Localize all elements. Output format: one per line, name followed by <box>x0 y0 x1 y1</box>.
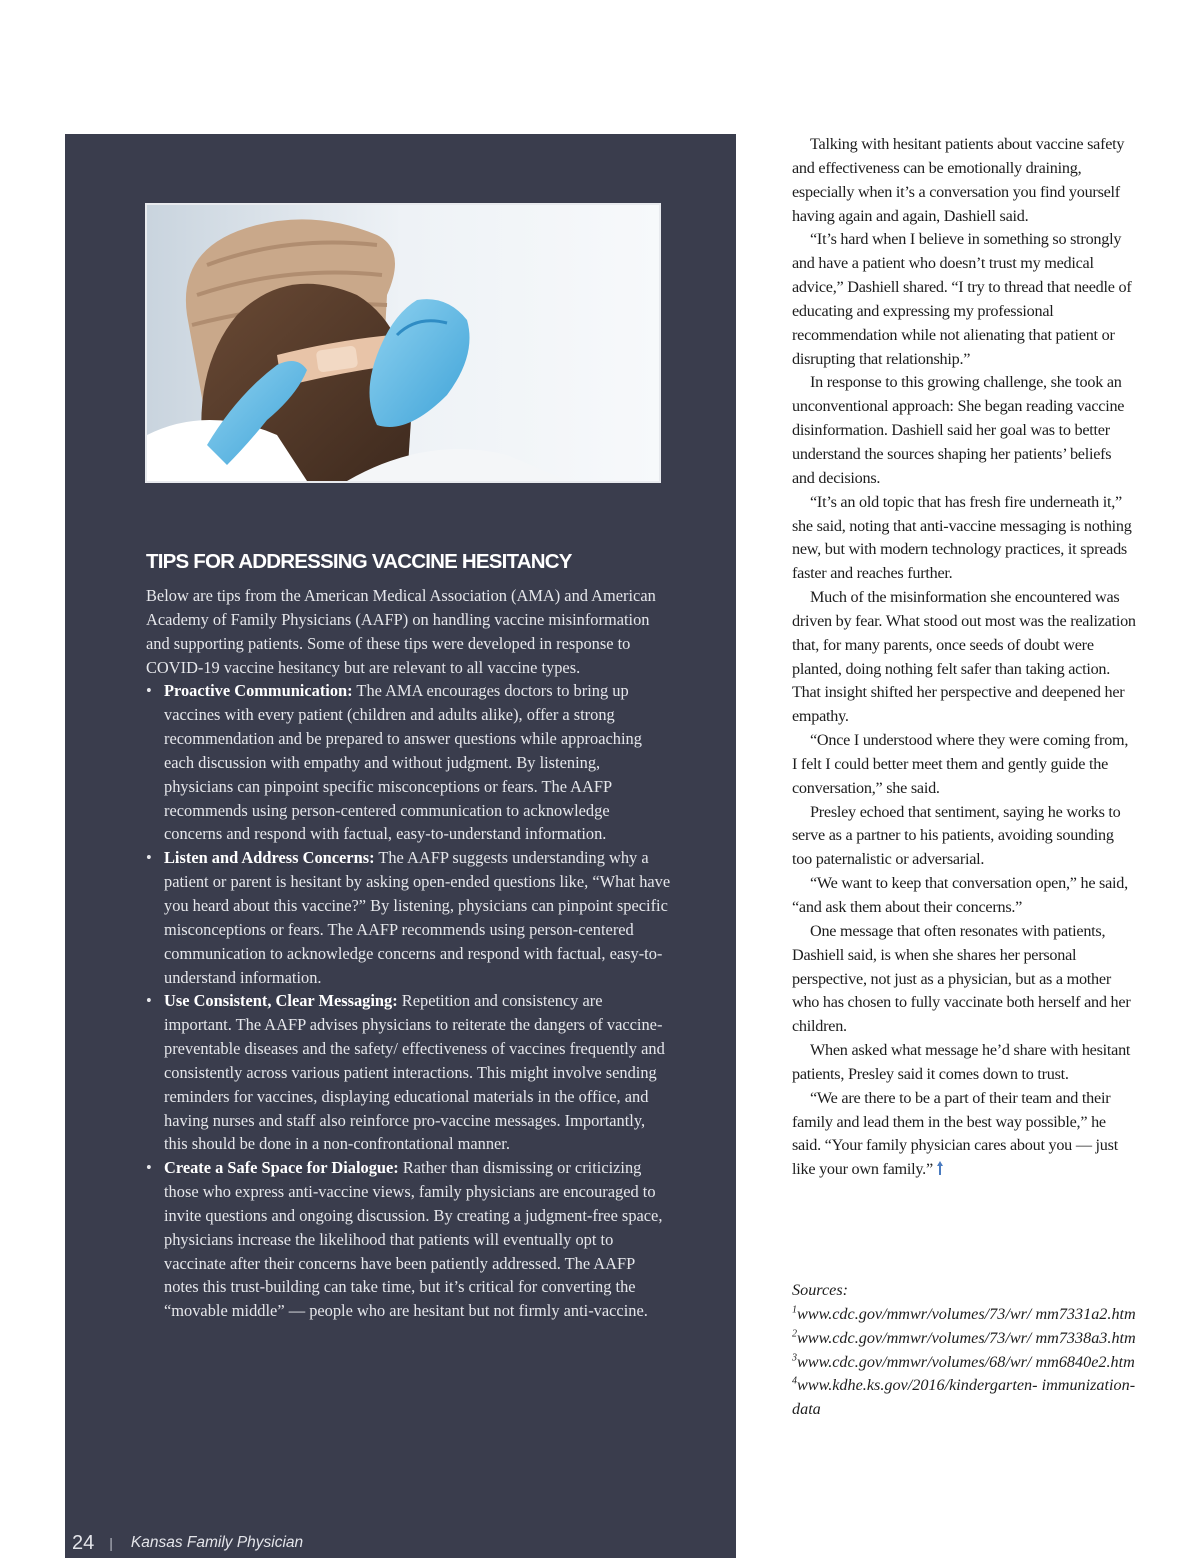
tip-item <box>146 679 671 846</box>
article-paragraph: “We want to keep that conversation open,” he said, “and ask them about their concerns.” <box>792 874 1128 916</box>
article-body <box>792 133 1137 1182</box>
tip-title: Use Consistent, Clear Messaging: <box>164 991 398 1011</box>
source-item <box>792 1303 1137 1327</box>
article-paragraph: Much of the misinformation she encountered was driven by fear. What stood out most was the realization that, for many parents, once seeds of doubt were planted, doing nothing felt safer than taking action. That insight shifted her perspective and deepened her empathy. <box>792 588 1136 726</box>
tips-intro: Below are tips from the American Medical Association (AMA) and American Academy of Family Physicians (AAFP) on handling vaccine misinformation and supporting patients. Some of these tips were developed in response to COVID-19 vaccine hesitancy but are relevant to all vaccine types. <box>146 586 656 677</box>
article-paragraph: “Once I understood where they were coming from, I felt I could better meet them and gently guide the conversation,” she said. <box>792 731 1129 797</box>
source-number: 1 <box>792 1304 797 1316</box>
source-url: www.cdc.gov/mmwr/volumes/73/wr/ mm7331a2.htm <box>797 1304 1136 1323</box>
tip-item <box>146 989 671 1156</box>
source-url: www.cdc.gov/mmwr/volumes/68/wr/ mm6840e2.htm <box>797 1352 1135 1371</box>
sources-label: Sources: <box>792 1281 849 1299</box>
tips-list <box>146 679 671 1323</box>
source-url: www.kdhe.ks.gov/2016/kindergarten- immunization-data <box>792 1376 1136 1419</box>
publication-name: Kansas Family Physician <box>130 1534 304 1551</box>
article-paragraph: One message that often resonates with patients, Dashiell said, is when she shares her personal perspective, not just as a physician, but as a mother who has chosen to fully vaccinate both herself and her children. <box>792 921 1131 1036</box>
source-item <box>792 1327 1137 1351</box>
tip-title: Proactive Communication: <box>164 681 353 701</box>
tip-title: Listen and Address Concerns: <box>164 848 375 868</box>
article-paragraph: “It’s hard when I believe in something so strongly and have a patient who doesn’t trust my medical advice,” Dashiell shared. “I try to thread that needle of educating and expressing my professional recommendation while not alienating that patient or disrupting that relationship.” <box>792 230 1132 368</box>
page-footer <box>72 1530 303 1556</box>
article-paragraph: Talking with hesitant patients about vaccine safety and effectiveness can be emotionally draining, especially when it’s a conversation you find yourself having again and again, Dashiell said. <box>792 135 1125 225</box>
article-paragraph-last <box>792 1087 1137 1182</box>
bullet-icon: • <box>146 1158 152 1178</box>
tips-body <box>146 584 671 1323</box>
article-paragraph: “It’s an old topic that has fresh fire underneath it,” she said, noting that anti-vaccine messaging is nothing new, but with modern technology practices, it spreads faster and reaches further. <box>792 492 1132 583</box>
tips-heading: TIPS FOR ADDRESSING VACCINE HESITANCY <box>146 550 572 573</box>
article-paragraph: Presley echoed that sentiment, saying he works to serve as a partner to his patients, avoiding sounding too paternalistic or adversarial. <box>792 802 1121 869</box>
tip-item <box>146 846 671 989</box>
source-number: 3 <box>792 1352 797 1364</box>
source-number: 4 <box>792 1375 797 1387</box>
bullet-icon: • <box>146 991 152 1011</box>
page-number: 24 <box>72 1531 95 1554</box>
bandage-photo <box>145 203 661 483</box>
source-url: www.cdc.gov/mmwr/volumes/73/wr/ mm7338a3.htm <box>797 1328 1136 1347</box>
article-paragraph: In response to this growing challenge, she took an unconventional approach: She began reading vaccine disinformation. Dashiell said her goal was to better understand the sources shaping her patients’ beliefs and decisions. <box>792 373 1125 487</box>
bullet-icon: • <box>146 681 152 701</box>
tip-text: The AMA encourages doctors to bring up vaccines with every patient (children and adults alike), offer a strong recommendation and be prepared to answer questions while approaching each discussion with empathy and without judgment. By listening, physicians can pinpoint specific misconceptions or fears. The AAFP recommends using person-centered communication to acknowledge concerns and respond with factual, easy-to-understand information. <box>164 681 642 844</box>
footer-separator: | <box>109 1535 113 1551</box>
bullet-icon: • <box>146 848 152 868</box>
source-number: 2 <box>792 1328 797 1340</box>
tip-title: Create a Safe Space for Dialogue: <box>164 1158 399 1178</box>
tip-text: Repetition and consistency are important. The AAFP advises physicians to reiterate the dangers of vaccine-preventable diseases and the safety/ effectiveness of vaccines frequently and consistently across various patient interactions. This might involve sending reminders for vaccines, displaying educational materials in the office, and having nurses and staff also reinforce pro-vaccine messages. Importantly, this should be done in a non-confrontational manner. <box>164 991 665 1154</box>
source-item <box>792 1374 1137 1422</box>
tip-text: The AAFP suggests understanding why a patient or parent is hesitant by asking open-ended questions like, “What have you heard about this vaccine?” By listening, physicians can pinpoint specific misconceptions or fears. The AAFP recommends using person-centered communication to acknowledge concerns and respond with factual, easy-to-understand information. <box>164 848 671 987</box>
article-paragraph: When asked what message he’d share with hesitant patients, Presley said it comes down to trust. <box>792 1041 1131 1083</box>
tip-text: Rather than dismissing or criticizing those who express anti-vaccine views, family physicians are encouraged to invite questions and ongoing discussion. By creating a judgment-free space, physicians increase the likelihood that patients will eventually opt to vaccinate after their concerns have been patiently addressed. The AAFP notes this trust-building can take time, but it’s critical for converting the “movable middle” — people who are hesitant but not firmly anti-vaccine. <box>164 1158 663 1321</box>
sources-list <box>792 1279 1137 1422</box>
end-mark-icon <box>936 1161 944 1175</box>
tip-item <box>146 1156 671 1323</box>
source-item <box>792 1351 1137 1375</box>
article-paragraph-text: “We are there to be a part of their team and their family and lead them in the best way possible,” he said. “Your family physician cares about you — just like your own family.” <box>792 1088 1118 1179</box>
